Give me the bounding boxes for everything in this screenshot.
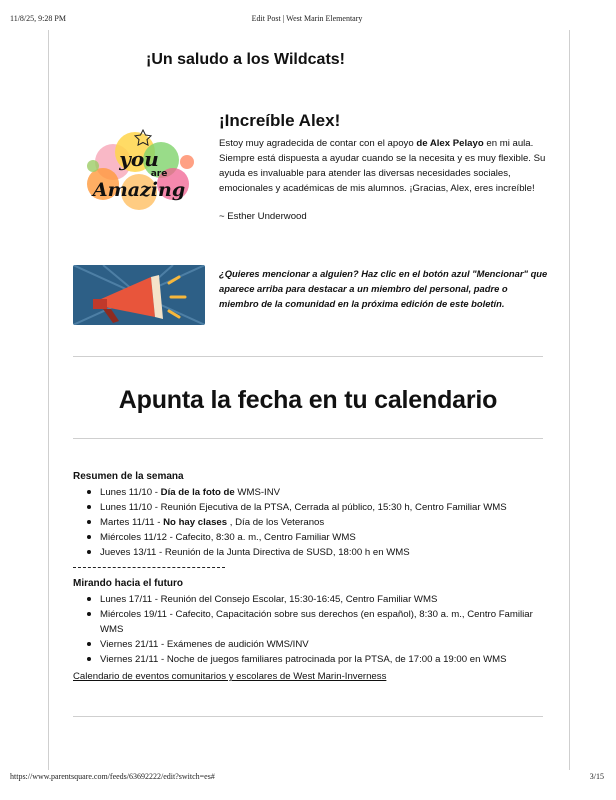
kudos-body-intro: Estoy muy agradecida de contar con el apoyo bbox=[219, 138, 417, 149]
image-text-are: are bbox=[150, 169, 168, 179]
event-text-suffix: , Día de los Veteranos bbox=[227, 517, 325, 528]
list-item bbox=[73, 485, 543, 500]
kudos-honoree-name: de Alex Pelayo bbox=[416, 138, 484, 149]
community-calendar-link[interactable]: Calendario de eventos comunitarios y escolares de West Marin-Inverness bbox=[73, 671, 387, 682]
future-events-list bbox=[73, 592, 543, 667]
page-border-left bbox=[48, 30, 49, 770]
you-are-amazing-image bbox=[73, 122, 205, 218]
print-url: https://www.parentsquare.com/feeds/63692222/edit?switch=es# bbox=[10, 772, 215, 781]
event-text: Miércoles 11/12 - Cafecito, 8:30 a. m., Centro Familiar WMS bbox=[100, 532, 356, 543]
week-events-list bbox=[73, 485, 543, 560]
list-item: Lunes 17/11 - Reunión del Consejo Escolar, 15:30-16:45, Centro Familiar WMS bbox=[73, 592, 543, 607]
print-header bbox=[10, 14, 604, 26]
divider-bottom bbox=[73, 716, 543, 717]
print-page-title: Edit Post | West Marin Elementary bbox=[251, 14, 363, 23]
list-item: Viernes 21/11 - Exámenes de audición WMS/INV bbox=[73, 637, 543, 652]
event-text: Martes 11/11 - bbox=[100, 517, 164, 528]
print-page-number: 3/15 bbox=[589, 772, 604, 781]
list-item bbox=[73, 530, 543, 545]
list-item: Miércoles 19/11 - Cafecito, Capacitación sobre sus derechos (en español), 8:30 a. m., Centro Familiar WMS bbox=[73, 607, 543, 637]
mention-prompt: ¿Quieres mencionar a alguien? Haz clic en el botón azul "Mencionar" que aparece arriba para destacar a un miembro del personal, padre o miembro de la comunidad en la próxima edición de este boletín. bbox=[219, 268, 548, 309]
divider-calendar bbox=[73, 438, 543, 439]
list-item bbox=[73, 545, 543, 560]
kudos-body bbox=[219, 136, 547, 196]
divider-top bbox=[73, 356, 543, 357]
kudos-signature: ~ Esther Underwood bbox=[219, 211, 307, 222]
dashed-separator bbox=[73, 567, 225, 568]
megaphone-image bbox=[73, 265, 205, 325]
event-text: Lunes 11/10 - bbox=[100, 487, 161, 498]
event-highlight: Día de la foto de bbox=[160, 487, 235, 498]
kudos-body-rest: en mi aula. Siempre está dispuesta a ayudar cuando se la necesita y es muy flexible. Su ayuda es invaluable para atender las diversas necesidades sociales, emocionales y académicas de mis alumnos. ¡Gracias, Alex, eres increíble! bbox=[219, 138, 546, 194]
event-highlight: No hay clases bbox=[163, 517, 228, 528]
list-item: Viernes 21/11 - Noche de juegos familiares patrocinada por la PTSA, de 17:00 a 19:00 en WMS bbox=[73, 652, 543, 667]
calendar-heading: Apunta la fecha en tu calendario bbox=[118, 386, 498, 414]
week-summary-title: Resumen de la semana bbox=[73, 471, 184, 482]
page-border-right bbox=[569, 30, 570, 770]
event-text: Lunes 11/10 - Reunión Ejecutiva de la PTSA, Cerrada al público, 15:30 h, Centro Familiar WMS bbox=[100, 502, 507, 513]
list-item bbox=[73, 515, 543, 530]
kudos-title: ¡Increíble Alex! bbox=[219, 111, 341, 130]
image-text-amazing: Amazing bbox=[92, 179, 186, 201]
print-datetime: 11/8/25, 9:28 PM bbox=[10, 14, 66, 23]
event-text-suffix: WMS-INV bbox=[234, 487, 281, 498]
greeting-heading: ¡Un saludo a los Wildcats! bbox=[146, 51, 345, 68]
list-item bbox=[73, 500, 543, 515]
event-text: Jueves 13/11 - Reunión de la Junta Directiva de SUSD, 18:00 h en WMS bbox=[100, 547, 410, 558]
image-text-you: you bbox=[119, 147, 159, 171]
future-title: Mirando hacia el futuro bbox=[73, 578, 184, 589]
print-footer bbox=[10, 772, 604, 784]
